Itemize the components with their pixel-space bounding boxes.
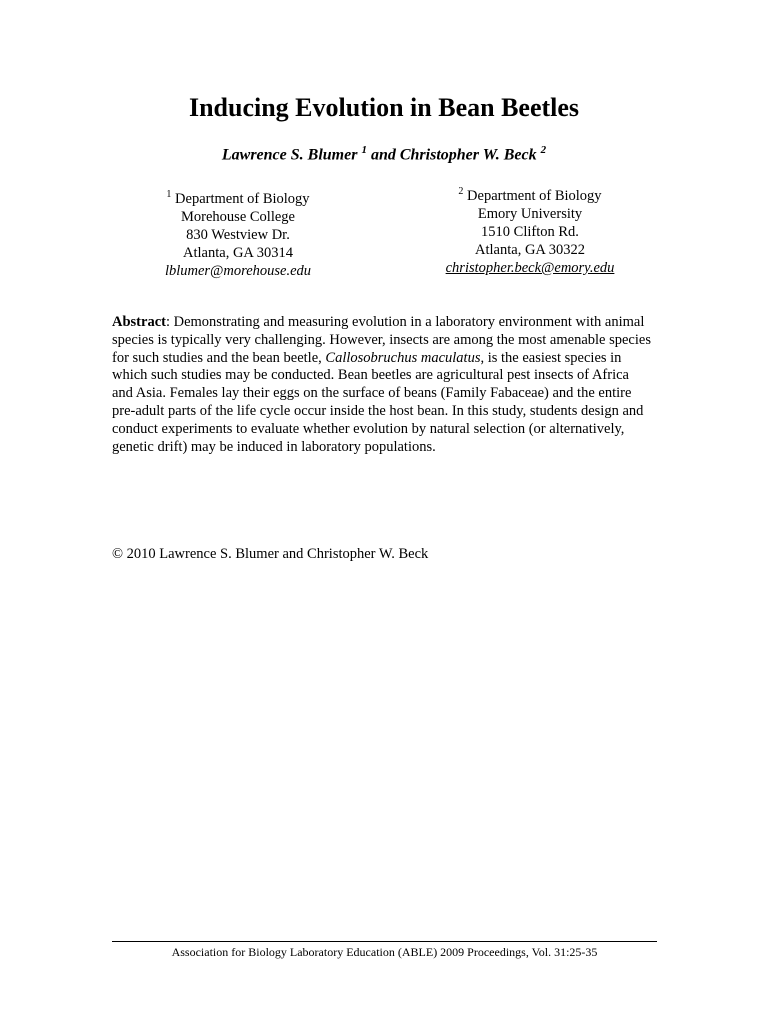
affiliation-2-institution: Emory University — [477, 205, 583, 222]
author-1-name: Lawrence S. Blumer — [221, 146, 358, 164]
affiliation-1-dept-line — [128, 186, 348, 208]
abstract-text-part-2: , is the easiest species in which such studies may be conducted. Bean beetles are agricultural pest insects of Africa and Asia. Females lay their eggs on the surface of beans (Family Fabaceae) and the entire pre-adult parts of the life cycle occur inside the host bean. In this study, students design and conduct experiments to evaluate whether evolution by natural selection (or alternatively, genetic drift) may be induced in laboratory populations. — [112, 349, 644, 455]
footer-divider — [112, 941, 657, 942]
affiliation-2-dept-line — [420, 183, 640, 205]
abstract-text-part-1: : Demonstrating and measuring evolution in a laboratory environment with animal species is typically very challenging. However, insects are among the most amenable species for such studies and the bean beetle, — [112, 314, 651, 366]
affiliation-2 — [420, 183, 640, 277]
affiliation-2-street: 1510 Clifton Rd. — [481, 223, 579, 240]
abstract-paragraph — [112, 314, 652, 456]
abstract-species-name: Callosobruchus maculatus — [325, 349, 481, 366]
affiliation-2-dept: Department of Biology — [467, 187, 602, 204]
affiliation-1-superscript: 1 — [166, 189, 172, 200]
affiliation-2-email-link[interactable]: christopher.beck@emory.edu — [445, 259, 615, 276]
copyright-notice: © 2010 Lawrence S. Blumer and Christopher W. Beck — [112, 546, 429, 562]
affiliation-1-city: Atlanta, GA 30314 — [183, 244, 293, 261]
affiliation-2-city: Atlanta, GA 30322 — [475, 241, 585, 258]
author-2-name: Christopher W. Beck — [399, 146, 537, 164]
author-1-superscript: 1 — [361, 144, 367, 156]
affiliation-1-institution: Morehouse College — [181, 208, 295, 225]
author-2-superscript: 2 — [540, 144, 547, 156]
abstract-label: Abstract — [112, 314, 166, 330]
paper-title: Inducing Evolution in Bean Beetles — [188, 93, 580, 122]
affiliation-1 — [128, 186, 348, 280]
affiliation-1-street: 830 Westview Dr. — [186, 226, 290, 243]
affiliation-1-email[interactable]: lblumer@morehouse.edu — [164, 262, 312, 279]
author-conjunction: and — [370, 146, 396, 164]
affiliation-2-superscript: 2 — [458, 186, 464, 197]
author-line — [0, 144, 768, 164]
affiliation-1-dept: Department of Biology — [175, 190, 310, 207]
footer-citation: Association for Biology Laboratory Education (ABLE) 2009 Proceedings, Vol. 31:25-35 — [171, 945, 598, 959]
